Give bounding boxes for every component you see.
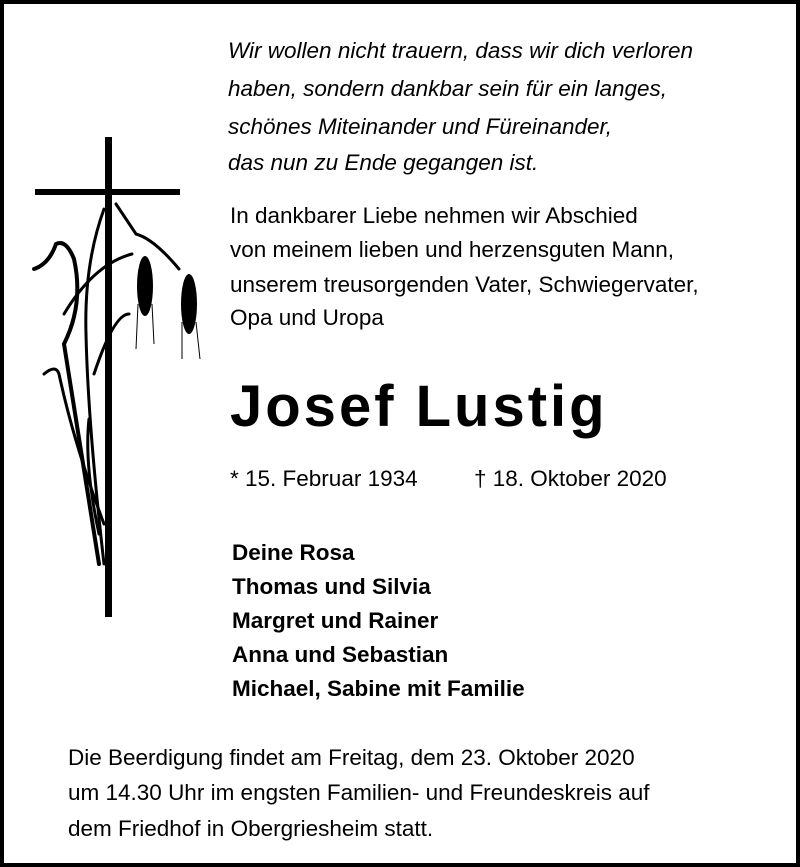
mourner: Deine Rosa [232,540,355,565]
mourner: Thomas und Silvia [232,574,431,599]
funeral-line: dem Friedhof in Obergriesheim statt. [68,816,434,841]
mourner: Michael, Sabine mit Familie [232,676,525,701]
deceased-name: Josef Lustig [230,374,608,439]
intro-line: unserem treusorgenden Vater, Schwiegervater, [230,272,699,297]
funeral-line: Die Beerdigung findet am Freitag, dem 23. Oktober 2020 [68,745,635,770]
quote-line: schönes Miteinander und Füreinander, [228,114,612,139]
intro-line: Opa und Uropa [230,305,384,330]
mourner: Anna und Sebastian [232,642,449,667]
death-date: † 18. Oktober 2020 [474,466,667,491]
intro-line: von meinem lieben und herzensguten Mann, [230,237,675,262]
quote-line: haben, sondern dankbar sein für ein langes, [228,76,668,101]
cross-with-wheat-icon [4,4,224,644]
mourner: Margret und Rainer [232,608,439,633]
birth-date: * 15. Februar 1934 [230,466,418,491]
intro-line: In dankbarer Liebe nehmen wir Abschied [230,203,638,228]
quote-line: Wir wollen nicht trauern, dass wir dich verloren [228,38,693,63]
quote-line: das nun zu Ende gegangen ist. [228,150,539,175]
funeral-line: um 14.30 Uhr im engsten Familien- und Freundeskreis auf [68,780,650,805]
